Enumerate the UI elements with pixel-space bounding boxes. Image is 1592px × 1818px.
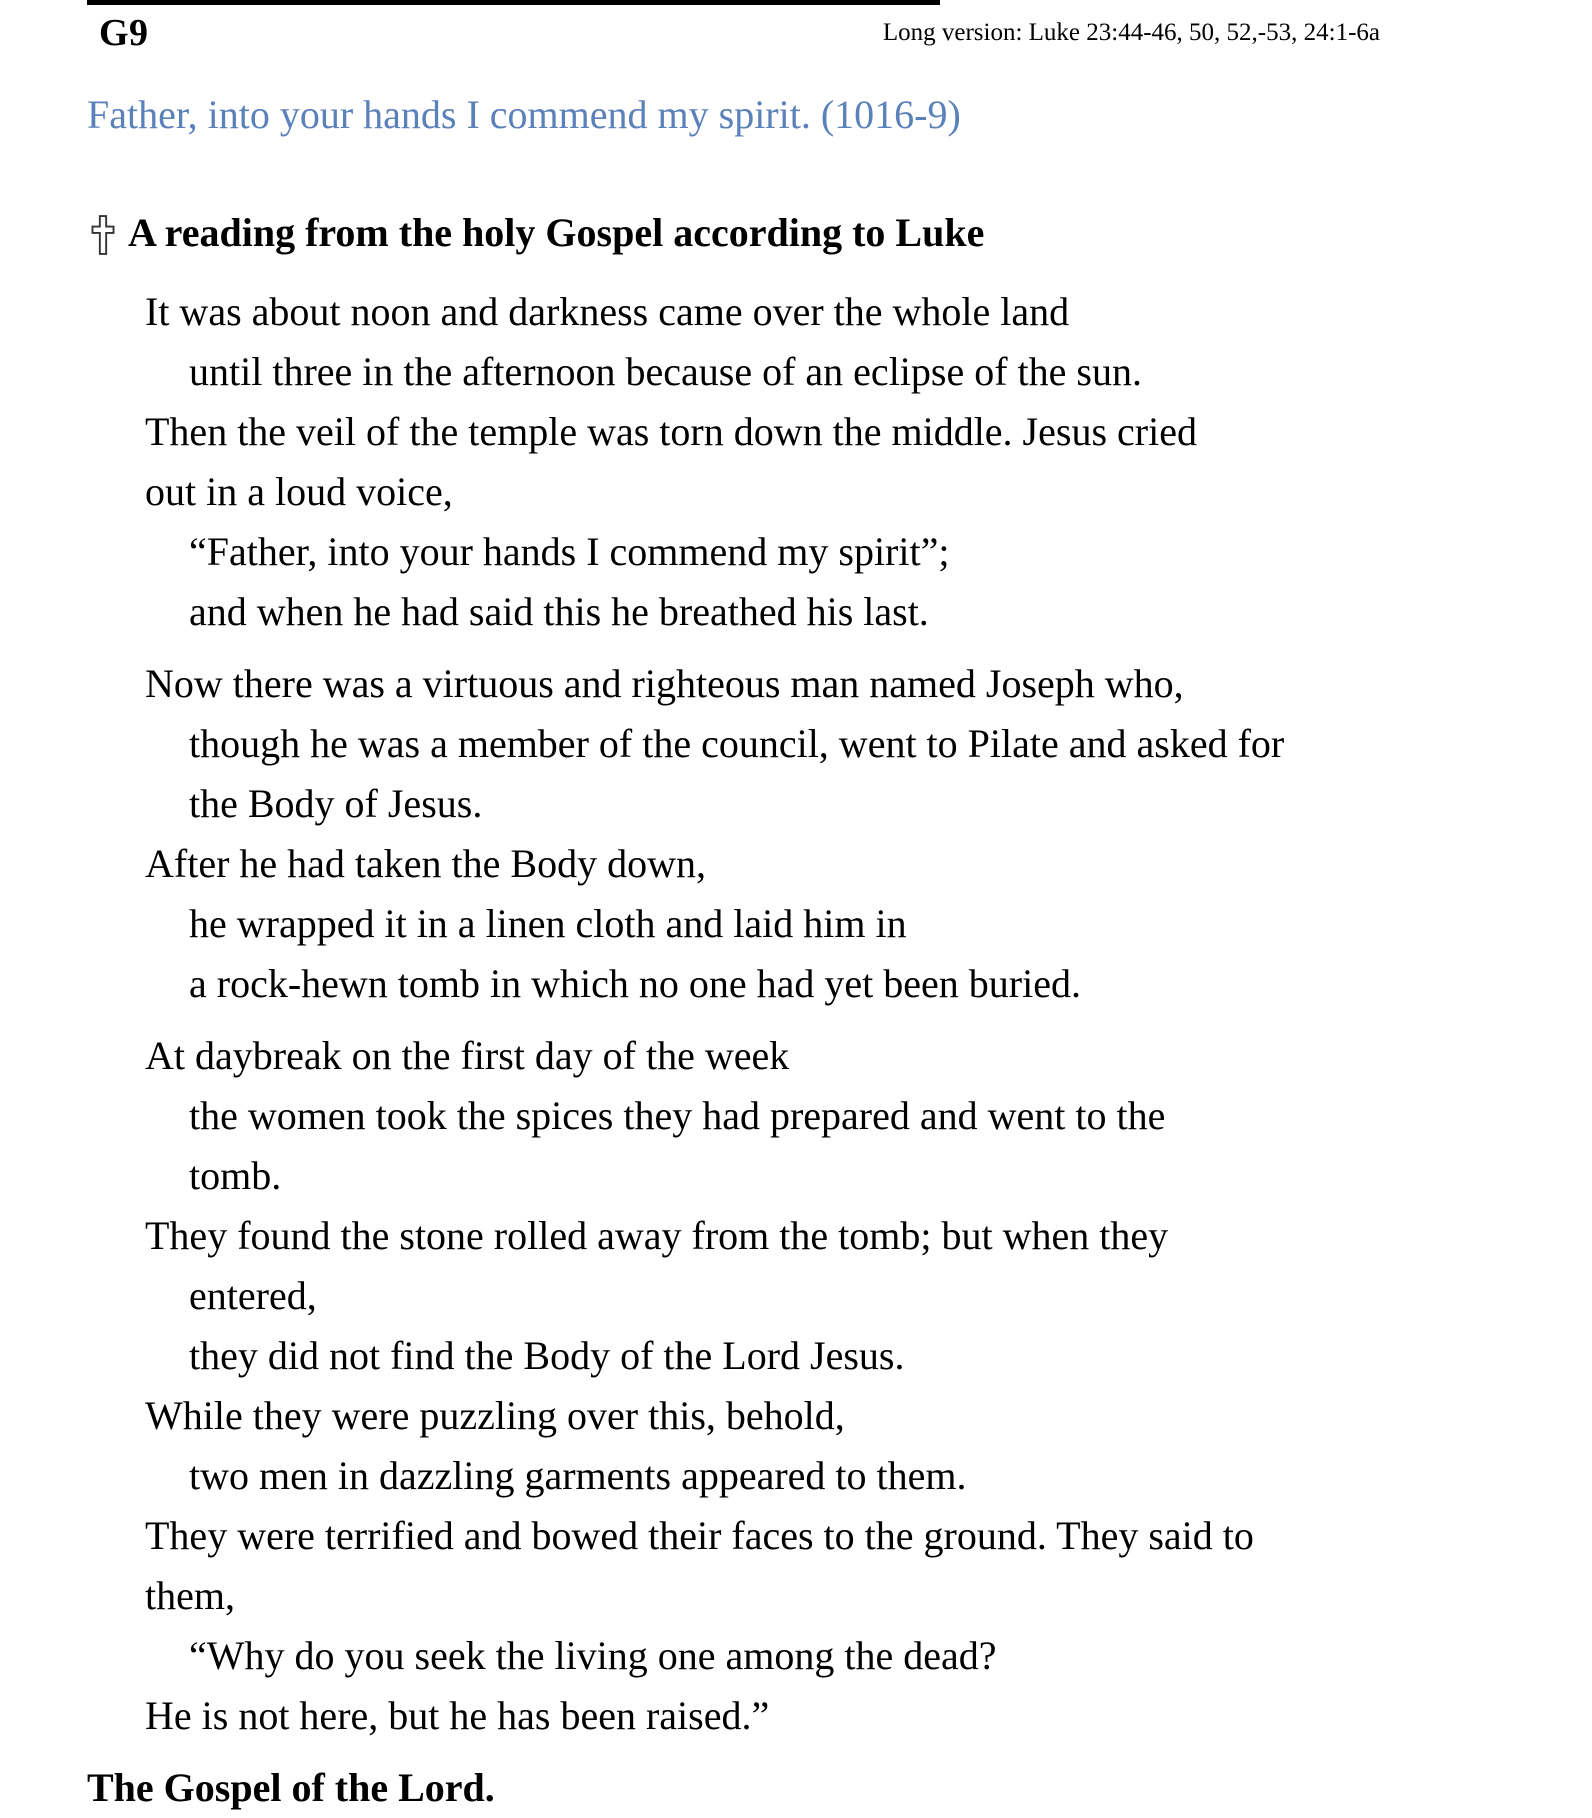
reading-line: though he was a member of the council, went to Pilate and asked for	[189, 721, 1285, 766]
reading-title-row	[87, 208, 1542, 258]
reading-line: “Father, into your hands I commend my spirit”;	[189, 529, 950, 574]
reading-title: A reading from the holy Gospel according to Luke	[128, 210, 985, 255]
header-rule	[87, 0, 940, 5]
reading-line: them,	[145, 1573, 235, 1618]
reading-line: until three in the afternoon because of an eclipse of the sun.	[189, 349, 1142, 394]
reading-line: They were terrified and bowed their faces to the ground. They said to	[145, 1513, 1254, 1558]
reading-line: they did not find the Body of the Lord Jesus.	[189, 1333, 905, 1378]
antiphon-text: Father, into your hands I commend my spirit. (1016-9)	[87, 92, 961, 137]
reading-line: While they were puzzling over this, behold,	[145, 1393, 845, 1438]
reading-line: It was about noon and darkness came over the whole land	[145, 289, 1070, 334]
reading-line: At daybreak on the first day of the week	[145, 1033, 790, 1078]
reading-reference: Long version: Luke 23:44-46, 50, 52,-53, 24:1-6a	[882, 19, 1380, 46]
reading-line: Then the veil of the temple was torn down the middle. Jesus cried	[145, 409, 1197, 454]
closing-line: The Gospel of the Lord.	[87, 1765, 495, 1810]
stanza	[87, 1026, 1542, 1746]
reading-body	[87, 282, 1542, 1746]
reading-line: he wrapped it in a linen cloth and laid him in	[189, 901, 907, 946]
reading-line: “Why do you seek the living one among the dead?	[189, 1633, 997, 1678]
reading-line: and when he had said this he breathed his last.	[189, 589, 929, 634]
reading-line: They found the stone rolled away from the tomb; but when they	[145, 1213, 1169, 1258]
outlined-latin-cross-icon	[91, 215, 115, 255]
reading-line: two men in dazzling garments appeared to them.	[189, 1453, 967, 1498]
reading-line: a rock-hewn tomb in which no one had yet been buried.	[189, 961, 1081, 1006]
reading-line: tomb.	[189, 1153, 282, 1198]
reading-line: After he had taken the Body down,	[145, 841, 706, 886]
stanza	[87, 282, 1542, 642]
reading-line: entered,	[189, 1273, 317, 1318]
reading-line: He is not here, but he has been raised.”	[145, 1693, 770, 1738]
gospel-reading	[87, 208, 1542, 1818]
stanza	[87, 654, 1542, 1014]
reading-line: out in a loud voice,	[145, 469, 453, 514]
reading-line: the women took the spices they had prepared and went to the	[189, 1093, 1166, 1138]
reading-code: G9	[99, 12, 149, 54]
reading-line: the Body of Jesus.	[189, 781, 483, 826]
reading-line: Now there was a virtuous and righteous man named Joseph who,	[145, 661, 1184, 706]
